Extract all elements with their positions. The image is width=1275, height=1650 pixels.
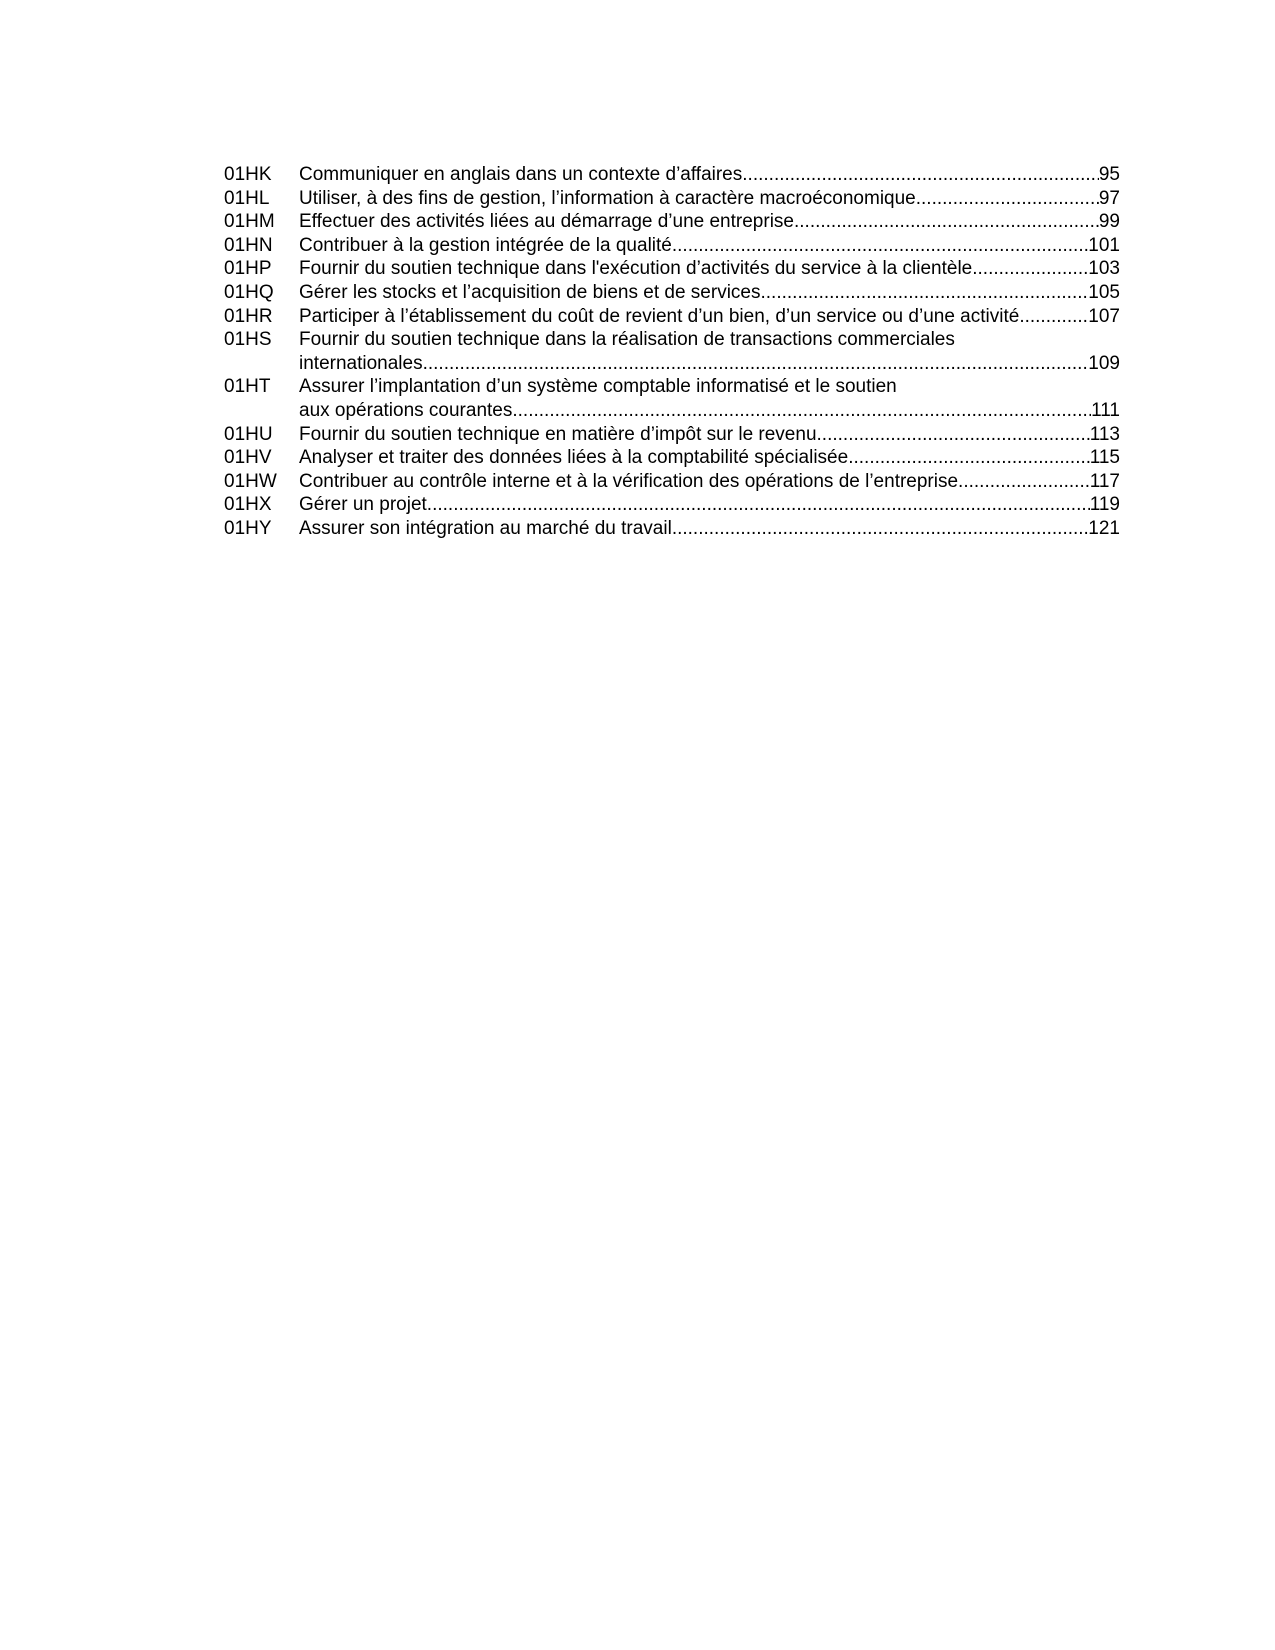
toc-entry-body: [299, 423, 1120, 447]
toc-entry-page-number: 99: [1098, 211, 1120, 233]
toc-entry-body: [299, 210, 1120, 234]
toc-entry-title: Analyser et traiter des données liées à la comptabilité spécialisée: [299, 447, 849, 469]
toc-entry-title: Gérer un projet: [299, 494, 427, 516]
dot-leader: [817, 423, 1090, 447]
toc-entry[interactable]: [224, 470, 1120, 494]
toc-entry-code: 01HV: [224, 447, 272, 469]
toc-entry-page-number: 117: [1089, 470, 1120, 492]
dot-leader: [427, 493, 1090, 517]
toc-entry-code: 01HN: [224, 234, 273, 256]
toc-entry-body: [299, 470, 1120, 494]
toc-entry-line: [299, 423, 1120, 447]
toc-entry-line: [299, 446, 1120, 470]
dot-leader: [1019, 305, 1088, 329]
toc-entry-title: Fournir du soutien technique dans l'exécution d’activités du service à la clientèle: [299, 258, 973, 280]
toc-entry-title: Gérer les stocks et l’acquisition de biens et de services: [299, 281, 761, 303]
toc-entry-title: Contribuer à la gestion intégrée de la qualité: [299, 234, 672, 256]
toc-entry[interactable]: [224, 375, 1120, 422]
toc-entry[interactable]: [224, 446, 1120, 470]
dot-leader: [916, 187, 1099, 211]
toc-entry-code: 01HS: [224, 329, 272, 351]
toc-entry-code: 01HP: [224, 258, 272, 280]
toc-entry-title: Fournir du soutien technique dans la réalisation de transactions commerciales: [299, 329, 955, 351]
toc-entry-page-number: 111: [1091, 399, 1120, 421]
toc-entry-page-number: 105: [1088, 281, 1120, 303]
toc-entry-page-number: 103: [1088, 258, 1120, 280]
toc-entry-line: [299, 187, 1120, 211]
toc-entry-page-number: 101: [1088, 234, 1120, 256]
toc-entry-body: [299, 375, 1120, 422]
toc-entry-code: 01HY: [224, 517, 272, 539]
toc-entry-line: [299, 234, 1120, 258]
toc-entry[interactable]: [224, 493, 1120, 517]
toc-entry-page-number: 95: [1098, 164, 1120, 185]
toc-entry-line: [299, 470, 1120, 494]
toc-entry-body: [299, 446, 1120, 470]
dot-leader: [672, 517, 1088, 541]
toc-entry[interactable]: [224, 517, 1120, 541]
toc-entry[interactable]: [224, 281, 1120, 305]
toc-entry-code: 01HR: [224, 305, 273, 327]
toc-entry-title: Assurer son intégration au marché du travail: [299, 517, 672, 539]
toc-entry-code: 01HL: [224, 187, 270, 209]
toc-entry-code: 01HM: [224, 211, 275, 233]
dot-leader: [958, 470, 1090, 494]
dot-leader: [742, 163, 1099, 187]
toc-entry-body: [299, 234, 1120, 258]
toc-entry[interactable]: [224, 234, 1120, 258]
toc-entry-title: aux opérations courantes: [299, 399, 513, 421]
dot-leader: [972, 257, 1088, 281]
toc-entry-code: 01HU: [224, 423, 273, 445]
toc-entry-code: 01HT: [224, 376, 271, 398]
toc-entry-page-number: 119: [1089, 494, 1120, 516]
toc-entry-body: [299, 281, 1120, 305]
toc-entry-title: Participer à l’établissement du coût de revient d’un bien, d’un service ou d’une activité: [299, 305, 1020, 327]
toc-entry-line: [299, 257, 1120, 281]
dot-leader: [672, 234, 1088, 258]
toc-entry[interactable]: [224, 210, 1120, 234]
toc-entry[interactable]: [224, 328, 1120, 375]
toc-entry-title: Contribuer au contrôle interne et à la vérification des opérations de l’entreprise: [299, 470, 959, 492]
toc-entry-code: 01HW: [224, 470, 277, 492]
dot-leader: [794, 210, 1099, 234]
toc-entry-line: [299, 163, 1120, 187]
toc-entry-body: [299, 187, 1120, 211]
toc-entry[interactable]: [224, 423, 1120, 447]
toc-entry-body: [299, 163, 1120, 187]
toc-entry[interactable]: [224, 257, 1120, 281]
toc-entry-page-number: 115: [1089, 447, 1120, 469]
toc-entry-body: [299, 493, 1120, 517]
toc-entry[interactable]: [224, 163, 1120, 187]
toc-entry-line: [299, 352, 1120, 376]
dot-leader: [761, 281, 1089, 305]
toc-entry-body: [299, 257, 1120, 281]
toc-entry-body: [299, 328, 1120, 375]
toc-entry-code: 01HX: [224, 494, 272, 516]
toc-entry-title: Fournir du soutien technique en matière d’impôt sur le revenu: [299, 423, 817, 445]
toc-entry-code: 01HQ: [224, 281, 274, 303]
toc-entry-code: 01HK: [224, 164, 272, 185]
toc-entry-page-number: 109: [1088, 352, 1120, 374]
toc-entry-line: [299, 210, 1120, 234]
dot-leader: [848, 446, 1090, 470]
dot-leader: [512, 399, 1091, 423]
toc-entry-title: Utiliser, à des fins de gestion, l’information à caractère macroéconomique: [299, 187, 916, 209]
toc-entry-title: Effectuer des activités liées au démarrage d’une entreprise: [299, 211, 794, 233]
toc-entry-line: [299, 517, 1120, 541]
toc-entry-page-number: 121: [1088, 517, 1120, 539]
toc-entry-line: [299, 281, 1120, 305]
toc-entry-title: Assurer l’implantation d’un système comptable informatisé et le soutien: [299, 376, 897, 398]
toc-entry-page-number: 113: [1089, 423, 1120, 445]
toc-entry-page-number: 97: [1098, 187, 1120, 209]
toc-entry[interactable]: [224, 187, 1120, 211]
toc-entry-page-number: 107: [1088, 305, 1120, 327]
toc-entry-body: [299, 517, 1120, 541]
toc-entry-line: [299, 305, 1120, 329]
toc-entry-title: Communiquer en anglais dans un contexte d’affaires: [299, 164, 743, 185]
toc-entry-title: internationales: [299, 352, 423, 374]
toc-entry-body: [299, 305, 1120, 329]
toc-entry-line: [299, 399, 1120, 423]
table-of-contents: [224, 163, 1120, 541]
toc-entry[interactable]: [224, 305, 1120, 329]
dot-leader: [423, 352, 1089, 376]
toc-entry-line: [299, 493, 1120, 517]
